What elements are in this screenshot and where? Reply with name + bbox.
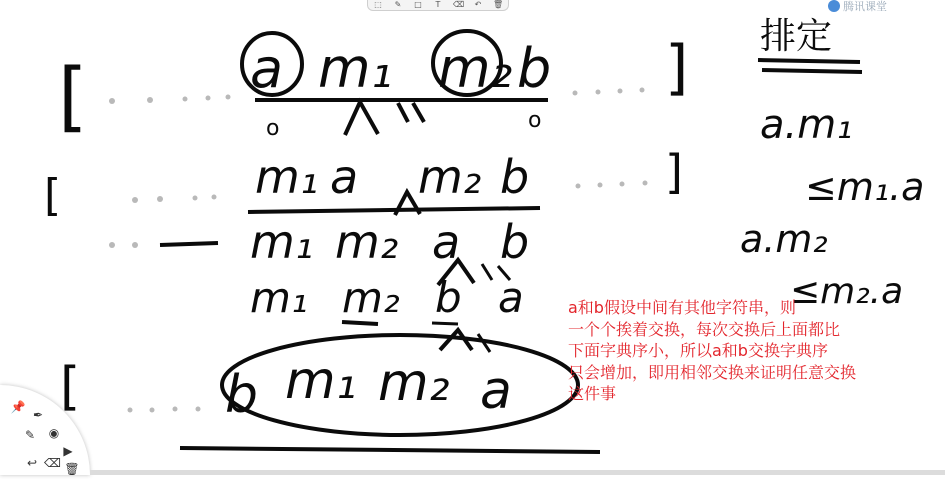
laser-icon[interactable]: ✎ xyxy=(24,428,36,442)
row2-a: a xyxy=(330,150,359,204)
row5-m1: m₁ xyxy=(285,351,357,411)
row3-m1: m₁ xyxy=(250,215,314,269)
eraser-icon[interactable]: ⌫ xyxy=(453,0,465,9)
row5-b: b xyxy=(225,365,259,425)
row4-m2: m₂ xyxy=(342,273,400,322)
row2-bracket-open: [ xyxy=(44,170,62,221)
side-title: 排定 xyxy=(760,16,833,57)
row2-m2: m₂ xyxy=(418,150,482,204)
side-line4: ≤m₂.a xyxy=(790,271,904,312)
row3-b: b xyxy=(500,215,530,269)
brand-label: 腾讯课堂 xyxy=(843,0,887,13)
row5-underline xyxy=(180,448,600,452)
highlighter-icon[interactable]: ▶ xyxy=(63,444,73,458)
trash-icon[interactable]: 🗑 xyxy=(493,0,504,9)
explanation-note: a和b假设中间有其他字符串，则 一个个挨着交换，每次交换后上面都比 下面字典序小，所以a和b交换字典序 只会增加，即用相邻交换来证明任意交换 这件事 xyxy=(568,298,857,403)
side-line2: ≤m₁.a xyxy=(805,165,925,209)
row5-m2: m₂ xyxy=(378,353,450,413)
delete-icon[interactable]: 🗑 xyxy=(64,462,80,476)
pin-icon[interactable]: 📌 xyxy=(10,400,26,414)
row2-bracket-close: ] xyxy=(665,145,683,199)
row4-b: b xyxy=(435,273,462,322)
row1-zero-right: o xyxy=(528,108,542,133)
row4-a: a xyxy=(498,273,524,322)
row4-m1: m₁ xyxy=(250,273,308,322)
row5-bracket-open: [ xyxy=(60,357,81,417)
row5-a: a xyxy=(480,361,512,421)
row1-bracket-open: [ xyxy=(58,51,88,140)
shape-icon[interactable]: □ xyxy=(414,0,422,9)
row3-a: a xyxy=(432,215,461,269)
row1-bracket-close: ] xyxy=(665,33,689,103)
undo-icon[interactable]: ↶ xyxy=(474,0,482,9)
row1-m2: m₂ xyxy=(438,37,513,100)
row1-m1: m₁ xyxy=(318,37,393,100)
row1-a: a xyxy=(250,37,284,100)
pen-icon[interactable]: ✎ xyxy=(394,0,402,9)
eraser-tool-icon[interactable]: ⌫ xyxy=(44,456,61,470)
brand-logo xyxy=(828,0,887,12)
pen-tool-icon[interactable]: ✒ xyxy=(32,408,44,422)
brand-icon xyxy=(828,0,840,12)
row1-zero-left: o xyxy=(266,116,280,141)
row2-m1: m₁ xyxy=(255,150,319,204)
row3-m2: m₂ xyxy=(335,215,399,269)
row2-underline xyxy=(248,208,540,212)
drawing-toolbar xyxy=(367,0,509,11)
side-line3: a.m₂ xyxy=(740,217,828,261)
side-line1: a.m₁ xyxy=(760,102,853,148)
color-wheel-icon[interactable]: ◉ xyxy=(48,426,60,440)
text-icon[interactable]: T xyxy=(435,0,441,9)
undo-arrow-icon[interactable]: ↩ xyxy=(26,456,38,470)
row1-b: b xyxy=(517,37,552,100)
select-icon[interactable]: ⬚ xyxy=(374,0,382,9)
row2-b: b xyxy=(500,150,530,204)
bottom-edge xyxy=(90,470,945,475)
